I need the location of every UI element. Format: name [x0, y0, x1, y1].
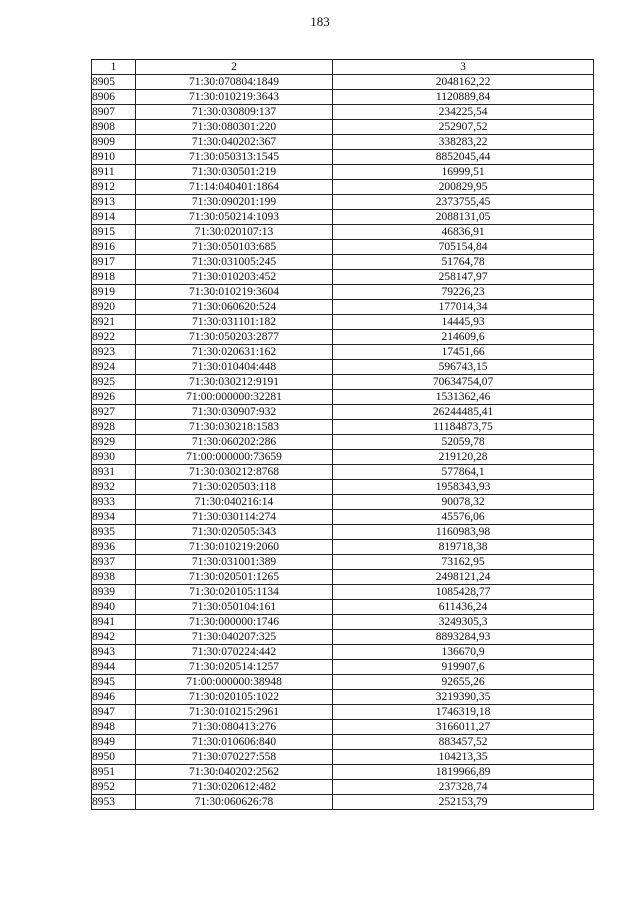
row-number-cell: 8913	[92, 195, 136, 210]
table-row	[92, 405, 594, 420]
row-number-cell: 8941	[92, 615, 136, 630]
cadastral-number-cell: 71:30:031001:389	[136, 555, 333, 570]
row-number-cell: 8917	[92, 255, 136, 270]
table-row	[92, 720, 594, 735]
row-number-cell: 8906	[92, 90, 136, 105]
row-number-cell: 8935	[92, 525, 136, 540]
value-cell: 3219390,35	[333, 690, 594, 705]
value-cell: 252907,52	[333, 120, 594, 135]
cadastral-number-cell: 71:30:010404:448	[136, 360, 333, 375]
cadastral-number-cell: 71:30:030218:1583	[136, 420, 333, 435]
cadastral-number-cell: 71:30:050214:1093	[136, 210, 333, 225]
cadastral-number-cell: 71:30:050103:685	[136, 240, 333, 255]
value-cell: 3166011,27	[333, 720, 594, 735]
cadastral-number-cell: 71:14:040401:1864	[136, 180, 333, 195]
cadastral-number-cell: 71:30:030907:932	[136, 405, 333, 420]
table-row	[92, 495, 594, 510]
table-row	[92, 750, 594, 765]
table-row	[92, 105, 594, 120]
row-number-cell: 8910	[92, 150, 136, 165]
value-cell: 46836,91	[333, 225, 594, 240]
row-number-cell: 8905	[92, 75, 136, 90]
value-cell: 200829,95	[333, 180, 594, 195]
table-row	[92, 315, 594, 330]
row-number-cell: 8918	[92, 270, 136, 285]
table-row	[92, 525, 594, 540]
row-number-cell: 8915	[92, 225, 136, 240]
table-row	[92, 210, 594, 225]
value-cell: 819718,38	[333, 540, 594, 555]
value-cell: 17451,66	[333, 345, 594, 360]
value-cell: 596743,15	[333, 360, 594, 375]
value-cell: 177014,34	[333, 300, 594, 315]
cadastral-number-cell: 71:00:000000:38948	[136, 675, 333, 690]
table-row	[92, 465, 594, 480]
row-number-cell: 8920	[92, 300, 136, 315]
column-header-2: 2	[136, 60, 333, 75]
row-number-cell: 8911	[92, 165, 136, 180]
table-row	[92, 225, 594, 240]
cadastral-number-cell: 71:30:010203:452	[136, 270, 333, 285]
table-row	[92, 675, 594, 690]
row-number-cell: 8936	[92, 540, 136, 555]
row-number-cell: 8931	[92, 465, 136, 480]
cadastral-number-cell: 71:30:010606:840	[136, 735, 333, 750]
row-number-cell: 8923	[92, 345, 136, 360]
value-cell: 1746319,18	[333, 705, 594, 720]
cadastral-number-cell: 71:30:020514:1257	[136, 660, 333, 675]
row-number-cell: 8921	[92, 315, 136, 330]
value-cell: 2088131,05	[333, 210, 594, 225]
value-cell: 136670,9	[333, 645, 594, 660]
value-cell: 92655,26	[333, 675, 594, 690]
row-number-cell: 8939	[92, 585, 136, 600]
row-number-cell: 8943	[92, 645, 136, 660]
value-cell: 51764,78	[333, 255, 594, 270]
row-number-cell: 8947	[92, 705, 136, 720]
table-row	[92, 705, 594, 720]
value-cell: 45576,06	[333, 510, 594, 525]
cadastral-number-cell: 71:30:030114:274	[136, 510, 333, 525]
cadastral-number-cell: 71:30:040216:14	[136, 495, 333, 510]
table-row	[92, 570, 594, 585]
value-cell: 234225,54	[333, 105, 594, 120]
table-row	[92, 660, 594, 675]
cadastral-number-cell: 71:30:020105:1022	[136, 690, 333, 705]
table-row	[92, 90, 594, 105]
table-row	[92, 240, 594, 255]
cadastral-number-cell: 71:30:070227:558	[136, 750, 333, 765]
cadastral-number-cell: 71:30:010215:2961	[136, 705, 333, 720]
row-number-cell: 8916	[92, 240, 136, 255]
cadastral-number-cell: 71:30:090201:199	[136, 195, 333, 210]
table-row	[92, 765, 594, 780]
cadastral-number-cell: 71:30:031101:182	[136, 315, 333, 330]
cadastral-number-cell: 71:30:060620:524	[136, 300, 333, 315]
row-number-cell: 8914	[92, 210, 136, 225]
cadastral-number-cell: 71:30:020105:1134	[136, 585, 333, 600]
table-row	[92, 375, 594, 390]
value-cell: 16999,51	[333, 165, 594, 180]
row-number-cell: 8945	[92, 675, 136, 690]
cadastral-number-cell: 71:30:050313:1545	[136, 150, 333, 165]
row-number-cell: 8950	[92, 750, 136, 765]
row-number-cell: 8953	[92, 795, 136, 810]
value-cell: 8893284,93	[333, 630, 594, 645]
value-cell: 79226,23	[333, 285, 594, 300]
table-row	[92, 165, 594, 180]
cadastral-number-cell: 71:30:030212:8768	[136, 465, 333, 480]
table-row	[92, 270, 594, 285]
cadastral-number-cell: 71:30:000000:1746	[136, 615, 333, 630]
table-row	[92, 555, 594, 570]
row-number-cell: 8938	[92, 570, 136, 585]
value-cell: 90078,32	[333, 495, 594, 510]
row-number-cell: 8934	[92, 510, 136, 525]
value-cell: 1160983,98	[333, 525, 594, 540]
value-cell: 237328,74	[333, 780, 594, 795]
value-cell: 1531362,46	[333, 390, 594, 405]
table-row	[92, 600, 594, 615]
value-cell: 1819966,89	[333, 765, 594, 780]
column-header-1: 1	[92, 60, 136, 75]
cadastral-number-cell: 71:30:080301:220	[136, 120, 333, 135]
cadastral-number-cell: 71:30:010219:3643	[136, 90, 333, 105]
table-row	[92, 780, 594, 795]
table-row	[92, 120, 594, 135]
value-cell: 2048162,22	[333, 75, 594, 90]
register-table	[91, 59, 594, 810]
row-number-cell: 8937	[92, 555, 136, 570]
cadastral-number-cell: 71:30:030809:137	[136, 105, 333, 120]
row-number-cell: 8908	[92, 120, 136, 135]
value-cell: 1120889,84	[333, 90, 594, 105]
row-number-cell: 8940	[92, 600, 136, 615]
row-number-cell: 8927	[92, 405, 136, 420]
cadastral-number-cell: 71:30:030501:219	[136, 165, 333, 180]
table-row	[92, 195, 594, 210]
table-row	[92, 435, 594, 450]
value-cell: 2498121,24	[333, 570, 594, 585]
row-number-cell: 8948	[92, 720, 136, 735]
row-number-cell: 8907	[92, 105, 136, 120]
table-row	[92, 330, 594, 345]
table-row	[92, 615, 594, 630]
table-row	[92, 345, 594, 360]
header-row	[92, 60, 594, 75]
value-cell: 258147,97	[333, 270, 594, 285]
value-cell: 919907,6	[333, 660, 594, 675]
row-number-cell: 8919	[92, 285, 136, 300]
value-cell: 214609,6	[333, 330, 594, 345]
cadastral-number-cell: 71:30:020501:1265	[136, 570, 333, 585]
row-number-cell: 8930	[92, 450, 136, 465]
register-table-container	[91, 59, 593, 810]
row-number-cell: 8951	[92, 765, 136, 780]
table-row	[92, 390, 594, 405]
table-row	[92, 480, 594, 495]
value-cell: 338283,22	[333, 135, 594, 150]
table-row	[92, 630, 594, 645]
cadastral-number-cell: 71:30:020505:343	[136, 525, 333, 540]
cadastral-number-cell: 71:00:000000:73659	[136, 450, 333, 465]
row-number-cell: 8952	[92, 780, 136, 795]
table-row	[92, 540, 594, 555]
cadastral-number-cell: 71:30:020503:118	[136, 480, 333, 495]
row-number-cell: 8929	[92, 435, 136, 450]
value-cell: 2373755,45	[333, 195, 594, 210]
value-cell: 14445,93	[333, 315, 594, 330]
table-row	[92, 75, 594, 90]
table-row	[92, 795, 594, 810]
value-cell: 8852045,44	[333, 150, 594, 165]
table-body	[92, 75, 594, 810]
table-row	[92, 645, 594, 660]
cadastral-number-cell: 71:30:040202:367	[136, 135, 333, 150]
table-row	[92, 180, 594, 195]
value-cell: 577864,1	[333, 465, 594, 480]
cadastral-number-cell: 71:30:020631:162	[136, 345, 333, 360]
table-row	[92, 255, 594, 270]
value-cell: 252153,79	[333, 795, 594, 810]
value-cell: 104213,35	[333, 750, 594, 765]
column-header-3: 3	[333, 60, 594, 75]
table-row	[92, 585, 594, 600]
cadastral-number-cell: 71:30:030212:9191	[136, 375, 333, 390]
table-row	[92, 135, 594, 150]
row-number-cell: 8928	[92, 420, 136, 435]
cadastral-number-cell: 71:30:050104:161	[136, 600, 333, 615]
row-number-cell: 8909	[92, 135, 136, 150]
table-row	[92, 150, 594, 165]
cadastral-number-cell: 71:30:050203:2877	[136, 330, 333, 345]
table-row	[92, 420, 594, 435]
table-row	[92, 360, 594, 375]
row-number-cell: 8912	[92, 180, 136, 195]
cadastral-number-cell: 71:30:080413:276	[136, 720, 333, 735]
cadastral-number-cell: 71:30:031005:245	[136, 255, 333, 270]
value-cell: 11184873,75	[333, 420, 594, 435]
row-number-cell: 8933	[92, 495, 136, 510]
row-number-cell: 8926	[92, 390, 136, 405]
cadastral-number-cell: 71:00:000000:32281	[136, 390, 333, 405]
cadastral-number-cell: 71:30:010219:3604	[136, 285, 333, 300]
value-cell: 3249305,3	[333, 615, 594, 630]
row-number-cell: 8946	[92, 690, 136, 705]
cadastral-number-cell: 71:30:020612:482	[136, 780, 333, 795]
cadastral-number-cell: 71:30:040207:325	[136, 630, 333, 645]
cadastral-number-cell: 71:30:020107:13	[136, 225, 333, 240]
row-number-cell: 8944	[92, 660, 136, 675]
cadastral-number-cell: 71:30:070224:442	[136, 645, 333, 660]
cadastral-number-cell: 71:30:060626:78	[136, 795, 333, 810]
row-number-cell: 8925	[92, 375, 136, 390]
cadastral-number-cell: 71:30:060202:286	[136, 435, 333, 450]
value-cell: 883457,52	[333, 735, 594, 750]
value-cell: 705154,84	[333, 240, 594, 255]
value-cell: 52059,78	[333, 435, 594, 450]
page-number: 183	[310, 14, 330, 29]
cadastral-number-cell: 71:30:010219:2060	[136, 540, 333, 555]
table-row	[92, 735, 594, 750]
value-cell: 219120,28	[333, 450, 594, 465]
value-cell: 26244485,41	[333, 405, 594, 420]
value-cell: 1085428,77	[333, 585, 594, 600]
row-number-cell: 8924	[92, 360, 136, 375]
table-row	[92, 690, 594, 705]
table-row	[92, 285, 594, 300]
cadastral-number-cell: 71:30:070804:1849	[136, 75, 333, 90]
cadastral-number-cell: 71:30:040202:2562	[136, 765, 333, 780]
value-cell: 1958343,93	[333, 480, 594, 495]
value-cell: 73162,95	[333, 555, 594, 570]
table-row	[92, 450, 594, 465]
value-cell: 70634754,07	[333, 375, 594, 390]
row-number-cell: 8942	[92, 630, 136, 645]
table-row	[92, 510, 594, 525]
row-number-cell: 8932	[92, 480, 136, 495]
table-row	[92, 300, 594, 315]
row-number-cell: 8949	[92, 735, 136, 750]
row-number-cell: 8922	[92, 330, 136, 345]
value-cell: 611436,24	[333, 600, 594, 615]
